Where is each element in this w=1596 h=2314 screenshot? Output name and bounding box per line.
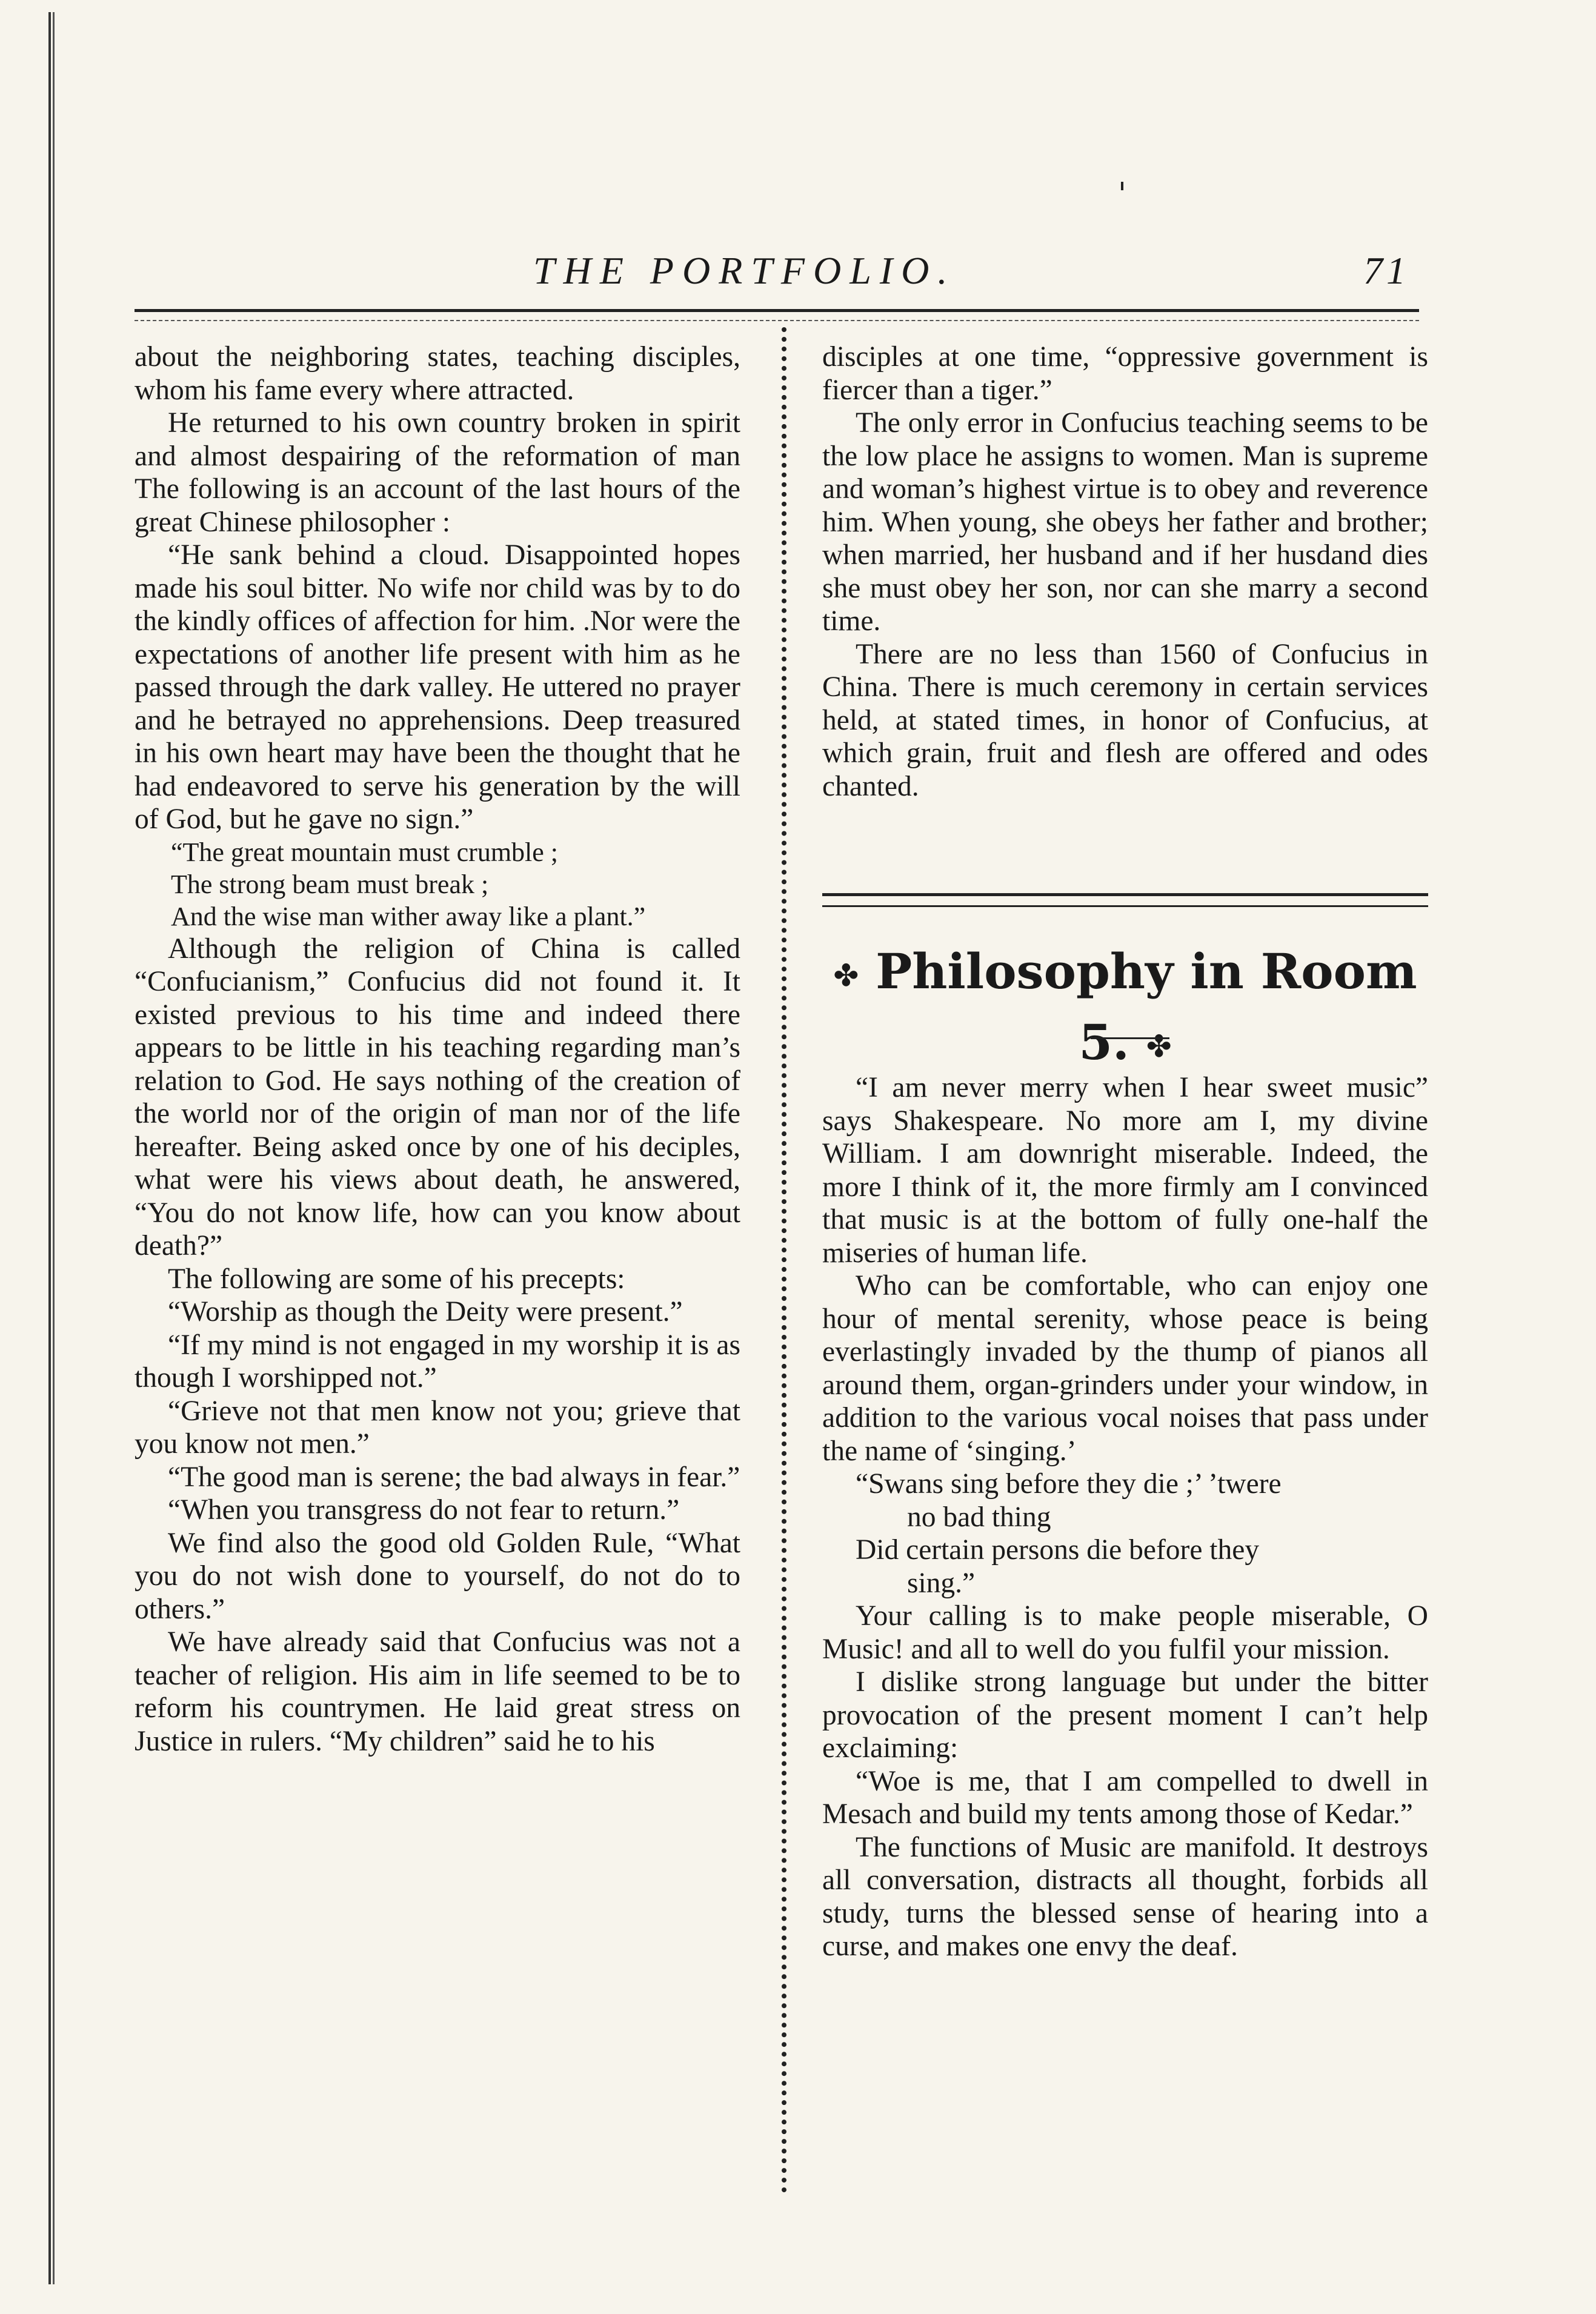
verse-block <box>135 836 740 933</box>
paragraph: Who can be comfortable, who can enjoy one hour of mental serenity, whose peace is being everlastingly invaded by the thump of pianos all around them, organ-grinders under your window, in addition to the various vocal noises that pass under the name of ‘singing.’ <box>822 1270 1428 1467</box>
paragraph: I dislike strong language but under the bitter provocation of the present moment I can’t help exclaiming: <box>822 1666 1428 1764</box>
ornament-icon: ✤ <box>1146 1029 1172 1065</box>
poem-block <box>822 1468 1428 1600</box>
section-title: Philosophy in Room 5. <box>876 943 1417 1071</box>
right-column-top <box>822 341 1428 803</box>
paragraph: Your calling is to make people miserable, O Music! and all to well do you fulfil your mission. <box>822 1600 1428 1665</box>
header-dashed-rule <box>135 320 1419 321</box>
page-number: 71 <box>1363 249 1409 292</box>
quotation: “He sank behind a cloud. Disappointed hopes made his soul bitter. No wife nor child was by to do the kindly offices of affection for him. .Nor were the expectations of another life present with him as he passed through the dark valley. He uttered no prayer and he betrayed no apprehensions. Deep treasured in his own heart may have been the thought that he had endeavored to serve his generation by the will of God, but he gave no sign.” <box>135 539 740 835</box>
poem-line: no bad thing <box>907 1501 1051 1533</box>
paragraph: The functions of Music are manifold. It destroys all conversation, distracts all thought, forbids all study, turns the blessed sense of hearing into a curse, and makes one envy the deaf. <box>822 1831 1428 1962</box>
paragraph: disciples at one time, “oppressive government is fiercer than a tiger.” <box>822 341 1428 406</box>
verse-line: And the wise man wither away like a plant.” <box>171 901 646 931</box>
print-mark <box>1121 182 1123 190</box>
precept: “Worship as though the Deity were present.” <box>168 1296 683 1328</box>
title-underline <box>1091 1037 1169 1039</box>
left-column <box>135 341 740 1758</box>
poem-line: Did certain persons die before they <box>856 1534 1260 1566</box>
quotation: “Woe is me, that I am compelled to dwell in Mesach and build my tents among those of Kedar.” <box>822 1765 1428 1830</box>
column-divider <box>782 327 786 2193</box>
poem-line: sing.” <box>907 1567 976 1599</box>
paragraph: We have already said that Confucius was not a teacher of religion. His aim in life seemed to be to reform his countrymen. He laid great stress on Justice in rulers. “My children” said he to his <box>135 1626 740 1757</box>
poem-line: “Swans sing before they die ;’ ’twere <box>856 1468 1282 1500</box>
precept: “The good man is serene; the bad always in fear.” <box>168 1461 740 1493</box>
verse-line: The strong beam must break ; <box>171 869 489 899</box>
paragraph: He returned to his own country broken in spirit and almost despairing of the reformation of man The following is an account of the last hours of the great Chinese philosopher : <box>135 407 740 538</box>
running-head <box>0 248 1596 297</box>
paragraph: The following are some of his precepts: <box>168 1263 625 1295</box>
ornament-icon: ✤ <box>833 958 859 994</box>
paragraph: There are no less than 1560 of Confucius in China. There is much ceremony in certain services held, at stated times, in honor of Confucius, at which grain, fruit and flesh are offered and odes chanted. <box>822 638 1428 802</box>
paragraph: “I am never merry when I hear sweet music” says Shakespeare. No more am I, my divine William. I am downright miserable. Indeed, the more I think of it, the more firmly am I convinced that music is at the bottom of fully one-half the miseries of human life. <box>822 1072 1428 1269</box>
header-rule <box>135 309 1419 312</box>
right-column-bottom <box>822 1071 1428 1963</box>
section-rule <box>822 905 1428 907</box>
paragraph: We find also the good old Golden Rule, “What you do not wish done to yourself, do not do to others.” <box>135 1527 740 1625</box>
binding-edge <box>48 12 55 2284</box>
precept: “When you transgress do not fear to return.” <box>168 1494 680 1526</box>
precept: “Grieve not that men know not you; grieve that you know not men.” <box>135 1395 740 1460</box>
section-heading <box>822 938 1428 1071</box>
paragraph: about the neighboring states, teaching disciples, whom his fame every where attracted. <box>135 341 740 406</box>
section-rule <box>822 893 1428 896</box>
precept: “If my mind is not engaged in my worship it is as though I worshipped not.” <box>135 1329 740 1394</box>
paragraph: Although the religion of China is called “Confucianism,” Confucius did not found it. It existed previous to his time and indeed there appears to be little in his teaching regarding man’s relation to God. He says nothing of the creation of the world nor of the origin of man nor of the life hereafter. Being asked once by one of his deciples, what were his views about death, he answered, “You do not know life, how can you know about death?” <box>135 933 740 1262</box>
verse-line: “The great mountain must crumble ; <box>171 837 559 867</box>
paragraph: The only error in Confucius teaching seems to be the low place he assigns to women. Man is supreme and woman’s highest virtue is to obey and reverence him. When young, she obeys her father and brother; when married, her husband and if her husdand dies she must obey her son, nor can she marry a second time. <box>822 407 1428 637</box>
running-title: THE PORTFOLIO. <box>533 249 956 292</box>
